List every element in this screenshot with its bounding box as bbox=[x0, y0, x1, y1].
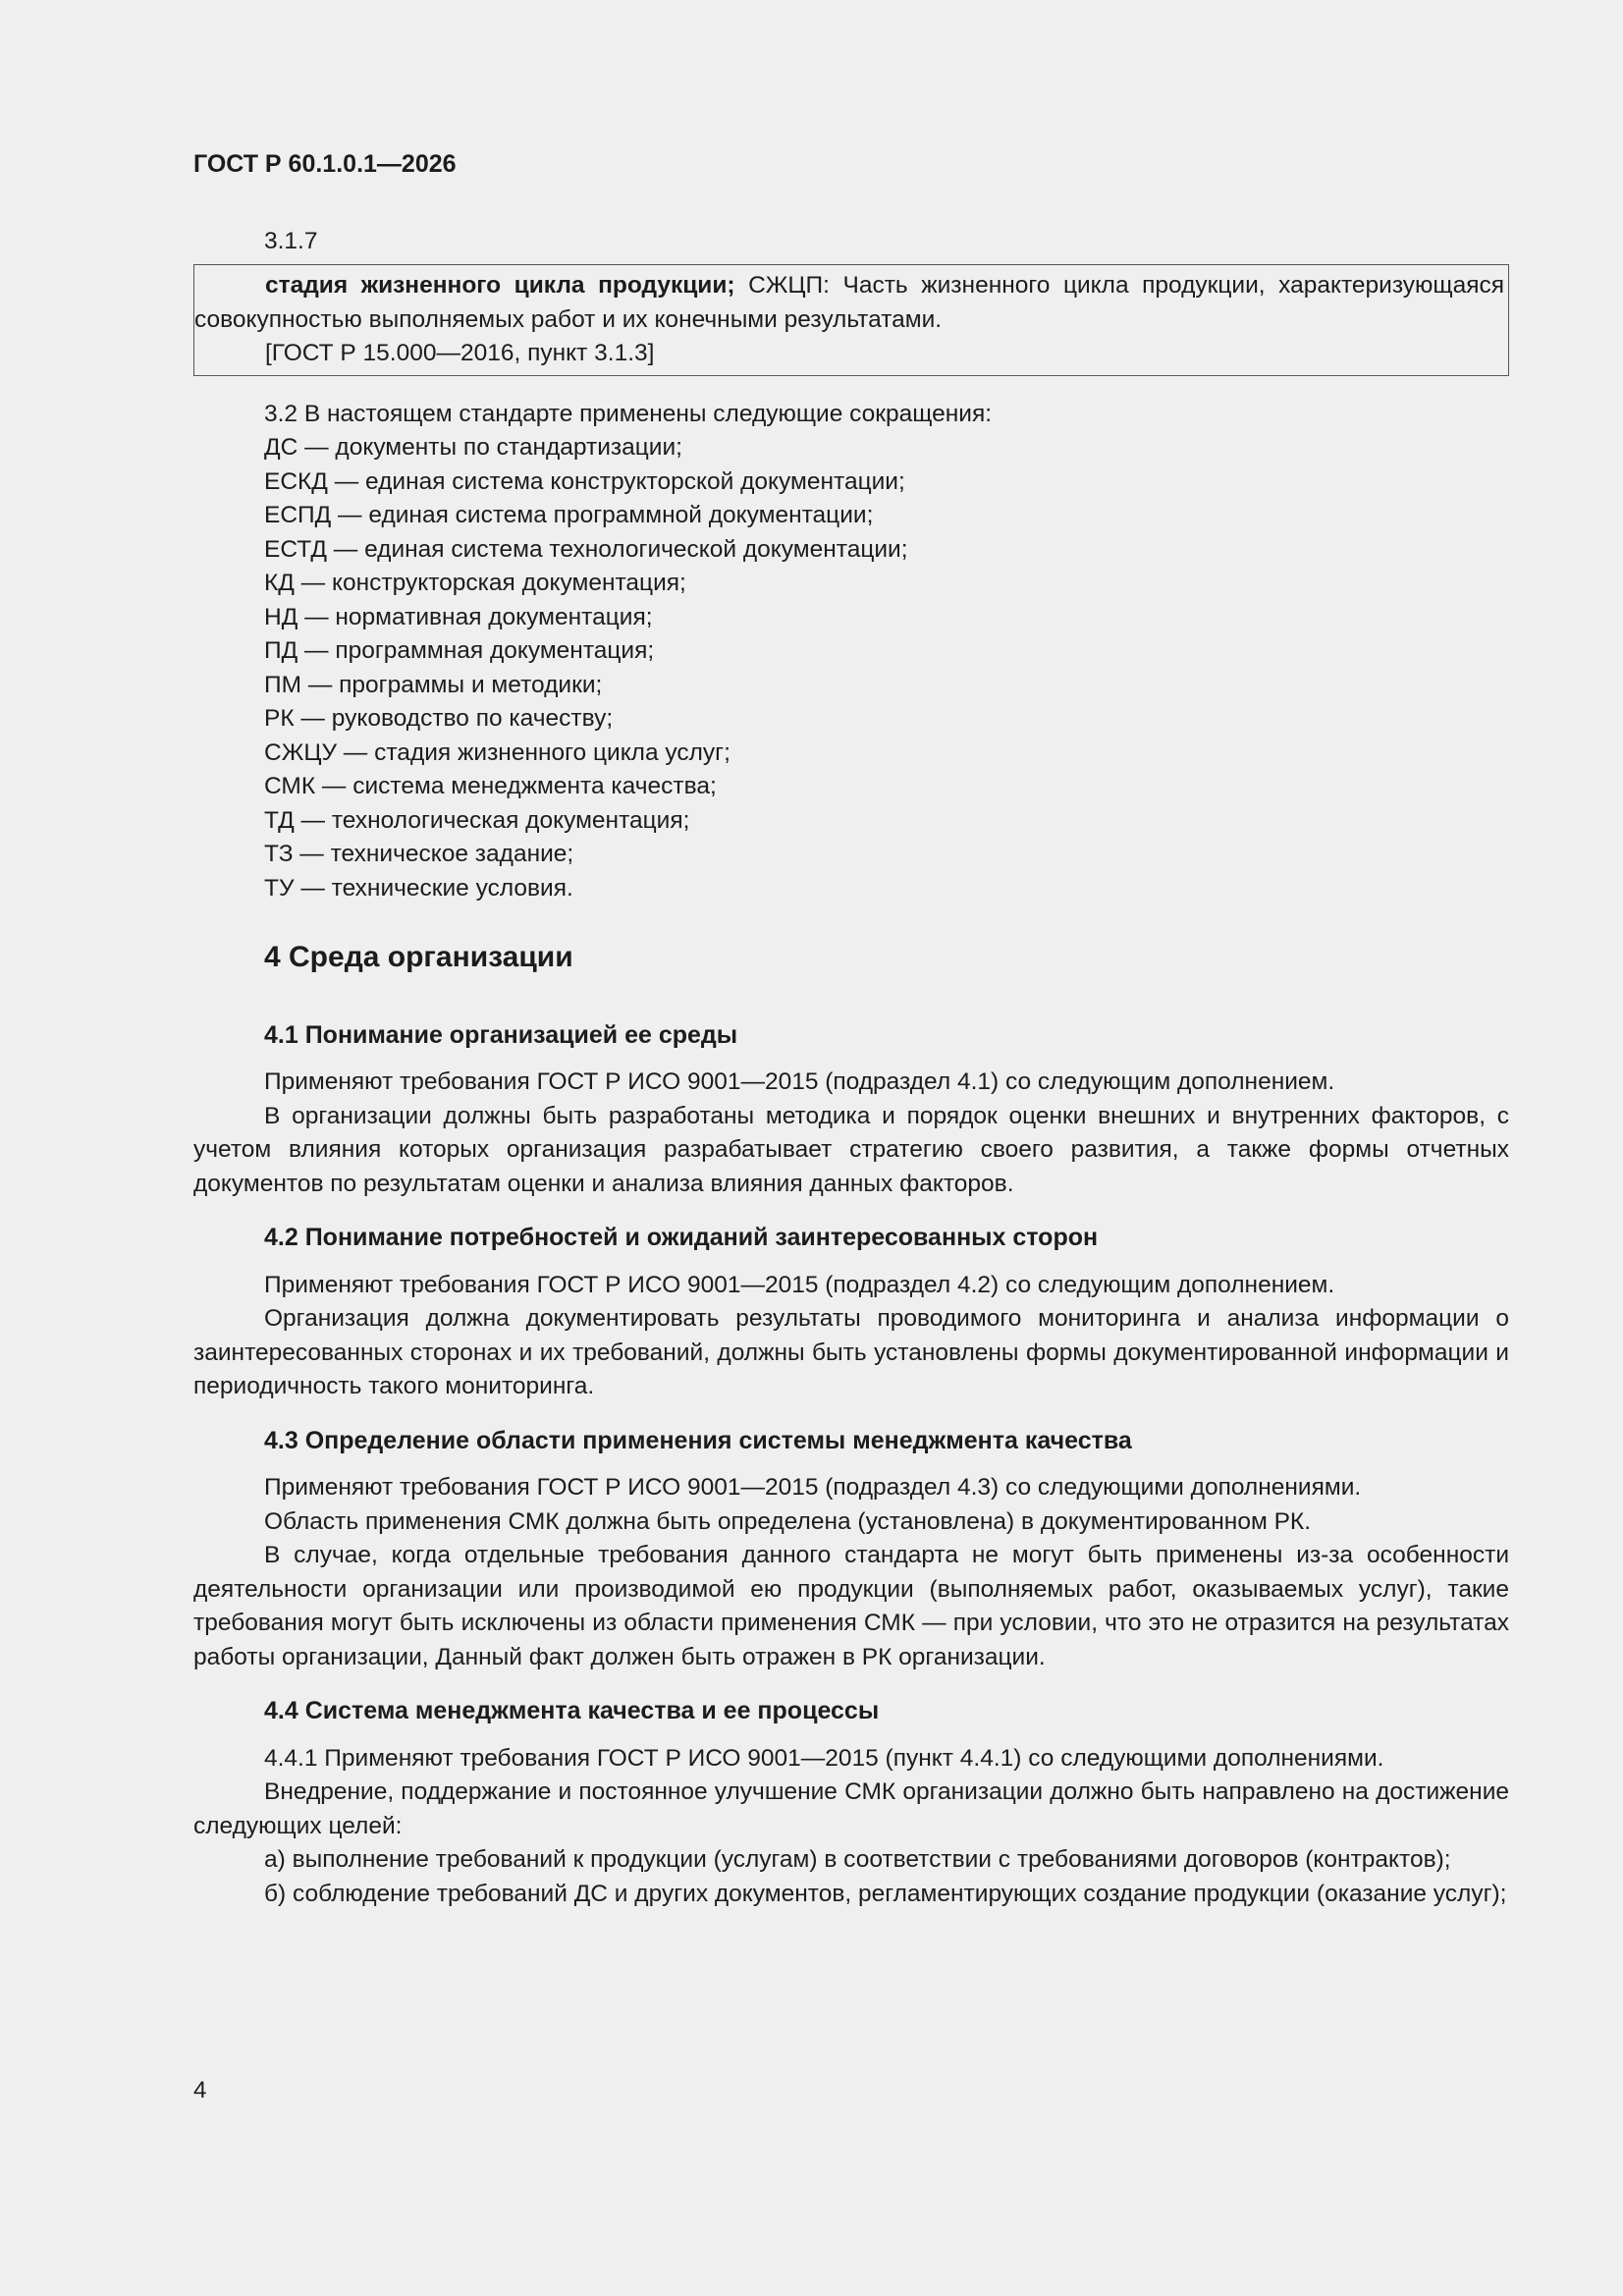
abbreviation-item: ТЗ — техническое задание; bbox=[264, 841, 574, 867]
subsection-4-1-paragraph: В организации должны быть разработаны методика и порядок оценки внешних и внутренних факторов, с учетом влияния которых организация разрабатывает стратегию своего развития, а также формы отчетных документов по результатам оценки и анализа влияния данных факторов. bbox=[193, 1102, 1509, 1197]
subsection-4-2-paragraph: Организация должна документировать результаты проводимого мониторинга и анализа информации о заинтересованных сторонах и их требований, должны быть установлены формы документированной информации и периодичность такого мониторинга. bbox=[193, 1305, 1509, 1399]
term-definition-text: СЖЦП: Часть жизненного цикла продукции, характеризующаяся совокупностью выполняемых работ и их конечными результатами. bbox=[194, 272, 1504, 333]
abbreviation-item: ЕСТД — единая система технологической документации; bbox=[264, 535, 908, 563]
subsection-4-3-paragraph: В случае, когда отдельные требования данного стандарта не могут быть применены из-за особенности деятельности организации или производимой ею продукции (выполняемых работ, оказываемых услуг), такие требования могут быть исключены из области применения СМК — при условии, что это не отразится на результатах работы организации, Данный факт должен быть отражен в РК организации. bbox=[193, 1542, 1509, 1670]
section-4-heading: 4 Среда организации bbox=[264, 941, 573, 973]
subsection-4-1-paragraph: Применяют требования ГОСТ Р ИСО 9001—2015 (подраздел 4.1) со следующим дополнением. bbox=[264, 1068, 1335, 1095]
page-content bbox=[193, 147, 1509, 1911]
abbreviation-item: ЕСПД — единая система программной документации; bbox=[264, 502, 874, 528]
subsection-4-3-heading: 4.3 Определение области применения системы менеджмента качества bbox=[264, 1426, 1132, 1454]
abbreviation-item: ДС — документы по стандартизации; bbox=[264, 434, 682, 461]
term-definition bbox=[194, 269, 1504, 337]
term-name: стадия жизненного цикла продукции; bbox=[265, 272, 735, 299]
abbreviation-item: НД — нормативная документация; bbox=[264, 603, 653, 630]
abbreviations-intro: 3.2 В настоящем стандарте применены следующие сокращения: bbox=[264, 400, 993, 427]
term-source: [ГОСТ Р 15.000—2016, пункт 3.1.3] bbox=[265, 340, 655, 366]
page-number: 4 bbox=[193, 2077, 207, 2104]
subsection-4-3-paragraph: Применяют требования ГОСТ Р ИСО 9001—2015 (подраздел 4.3) со следующими дополнениями. bbox=[264, 1474, 1362, 1501]
abbreviation-item: РК — руководство по качеству; bbox=[264, 705, 614, 732]
abbreviations-list bbox=[193, 431, 1509, 905]
abbreviation-item: СЖЦУ — стадия жизненного цикла услуг; bbox=[264, 738, 730, 766]
abbreviation-item: СМК — система менеджмента качества; bbox=[264, 773, 717, 799]
abbreviation-item: ПД — программная документация; bbox=[264, 637, 655, 664]
term-number: 3.1.7 bbox=[264, 227, 318, 254]
abbreviation-item: ТД — технологическая документация; bbox=[264, 806, 690, 834]
subsection-4-2-paragraph: Применяют требования ГОСТ Р ИСО 9001—2015 (подраздел 4.2) со следующим дополнением. bbox=[264, 1271, 1335, 1298]
subsection-4-4-heading: 4.4 Система менеджмента качества и ее процессы bbox=[264, 1697, 880, 1724]
abbreviation-item: ПМ — программы и методики; bbox=[264, 671, 603, 698]
abbreviation-item: ЕСКД — единая система конструкторской документации; bbox=[264, 467, 905, 495]
subsection-4-4-paragraph: Внедрение, поддержание и постоянное улучшение СМК организации должно быть направлено на достижение следующих целей: bbox=[193, 1778, 1509, 1839]
term-definition-box bbox=[193, 264, 1509, 376]
document-code-header: ГОСТ Р 60.1.0.1—2026 bbox=[193, 150, 457, 178]
abbreviation-item: КД — конструкторская документация; bbox=[264, 570, 686, 596]
list-item-b: б) соблюдение требований ДС и других документов, регламентирующих создание продукции (оказание услуг); bbox=[264, 1880, 1507, 1907]
subsection-4-2-heading: 4.2 Понимание потребностей и ожиданий заинтересованных сторон bbox=[264, 1224, 1099, 1251]
subsection-4-4-paragraph: 4.4.1 Применяют требования ГОСТ Р ИСО 9001—2015 (пункт 4.4.1) со следующими дополнениями. bbox=[264, 1744, 1384, 1772]
abbreviation-item: ТУ — технические условия. bbox=[264, 874, 573, 902]
subsection-4-3-paragraph: Область применения СМК должна быть определена (установлена) в документированном РК. bbox=[264, 1507, 1312, 1535]
subsection-4-1-heading: 4.1 Понимание организацией ее среды bbox=[264, 1020, 738, 1049]
list-item-a: а) выполнение требований к продукции (услугам) в соответствии с требованиями договоров (контрактов); bbox=[264, 1846, 1451, 1873]
